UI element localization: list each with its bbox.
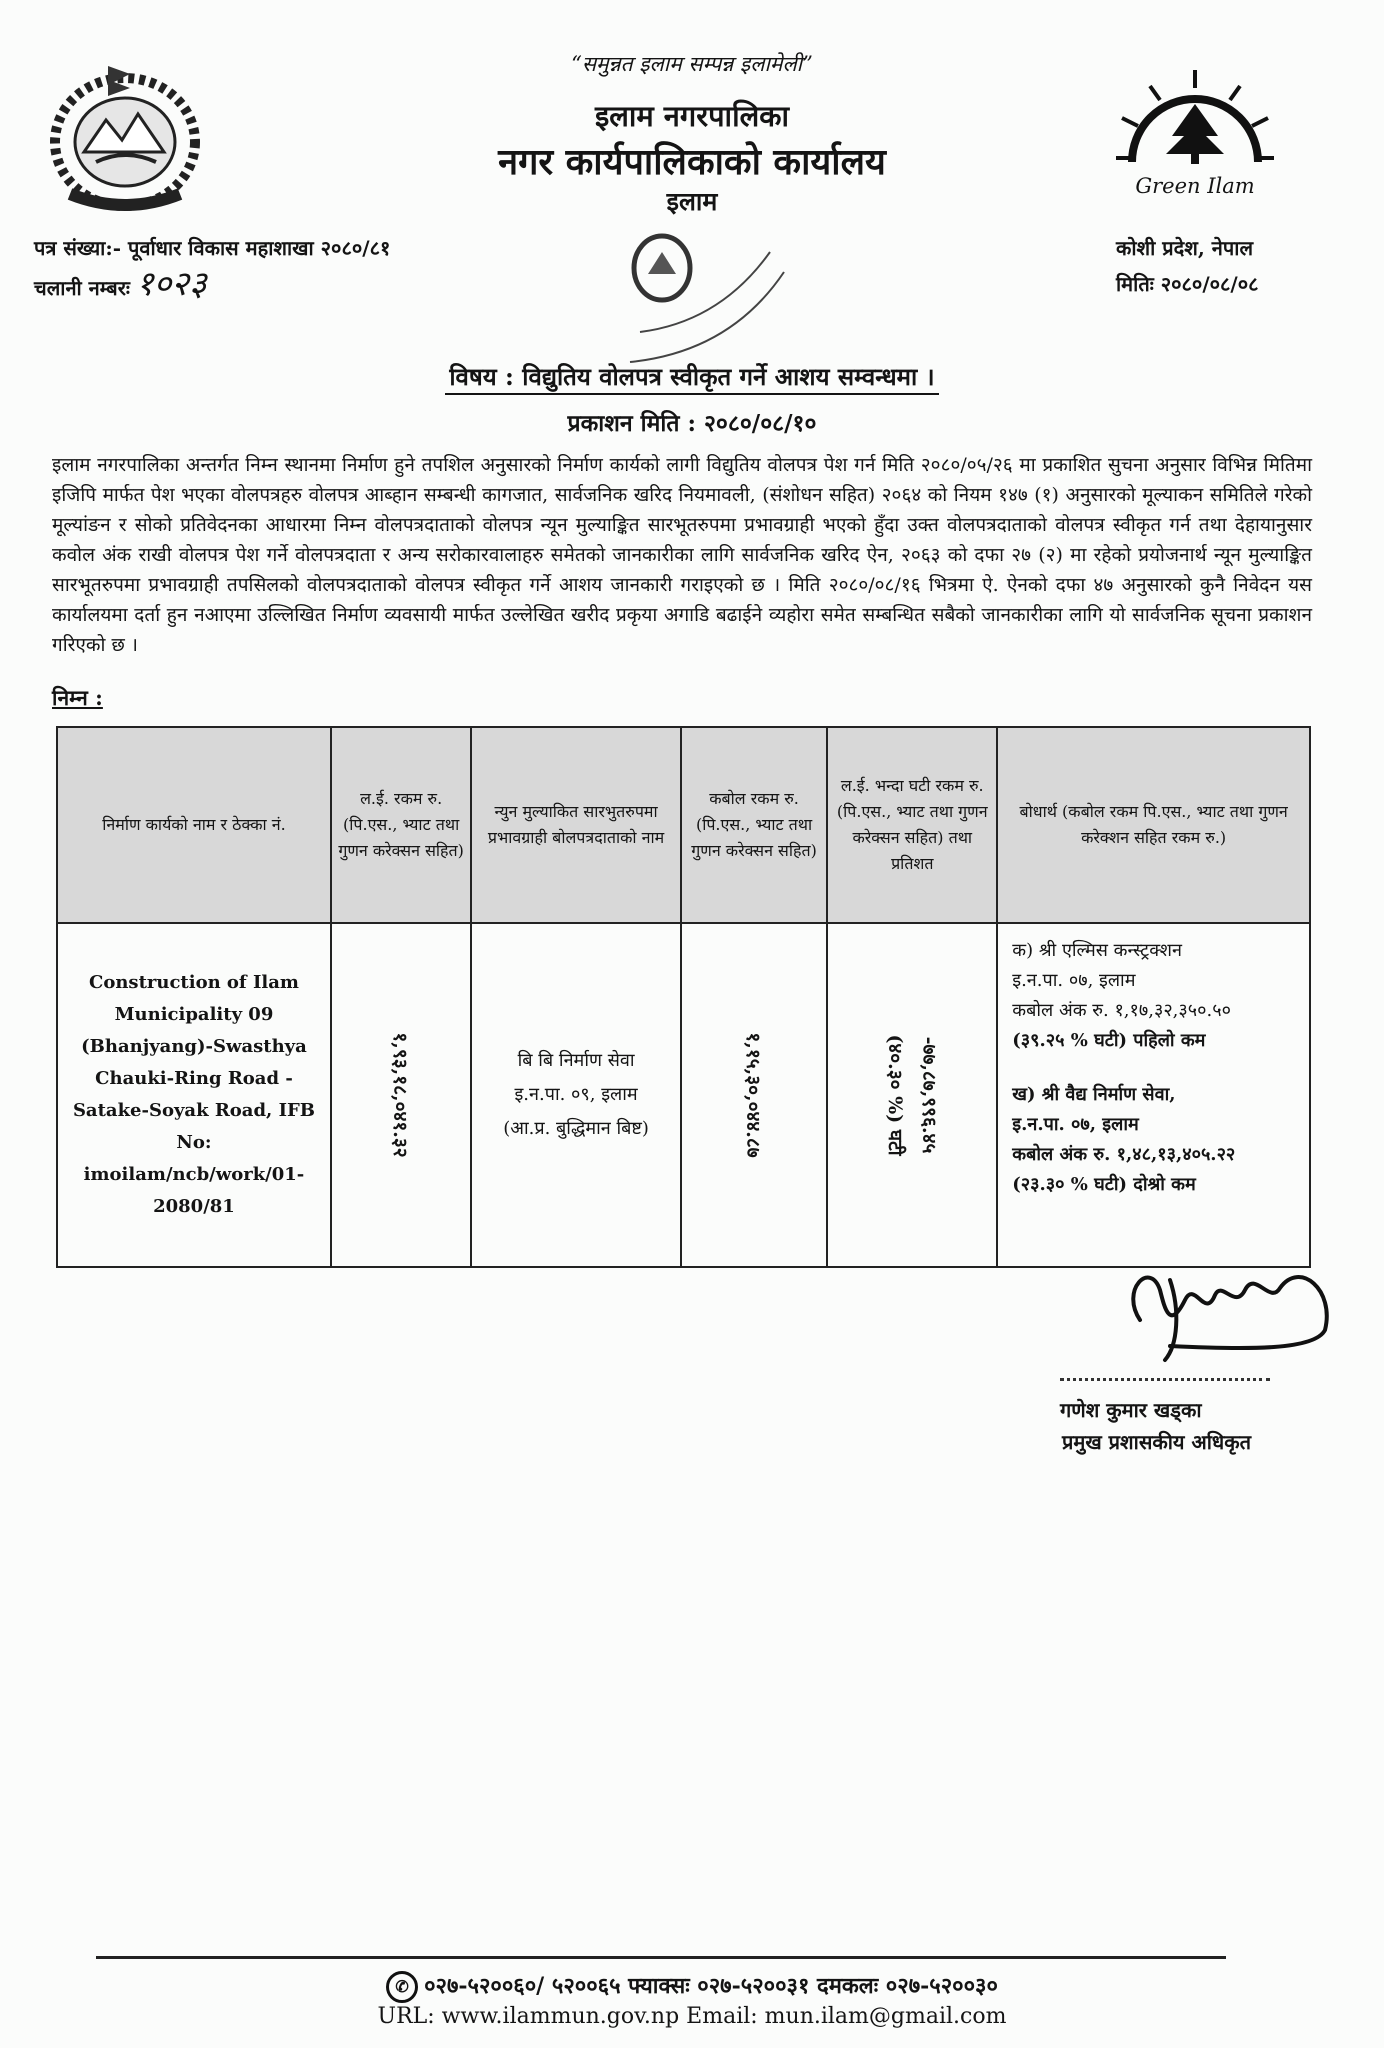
col-header-bid-amount: कबोल रकम रु. (पि.एस., भ्याट तथा गुणन करेक्सन सहित) xyxy=(681,727,827,923)
signatory-name: गणेश कुमार खड्का xyxy=(1060,1398,1202,1422)
signature xyxy=(1110,1250,1340,1370)
dispatch-label: चलानी नम्बरः xyxy=(34,276,130,300)
less-percent: (४०.३० %) घटी xyxy=(884,1034,907,1156)
col-header-bidder: न्युन मुल्याकित सारभुतरुपमा प्रभावग्राही बोलपत्रदाताको नाम xyxy=(471,727,681,923)
subject-line xyxy=(0,360,1384,393)
municipality-name: इलाम नगरपालिका xyxy=(594,99,790,133)
bid-amount-value: १,१५,३०,०४४.८७ xyxy=(742,1032,765,1158)
province: कोशी प्रदेश, नेपाल xyxy=(1116,236,1254,260)
col-header-remarks: बोधार्थ (कबोल रकम पि.एस., भ्याट तथा गुणन करेक्शन सहित रकम रु.) xyxy=(997,727,1310,923)
bidder-contact: (आ.प्र. बुद्धिमान बिष्ट) xyxy=(503,1118,649,1139)
footer-phones xyxy=(0,1970,1384,2003)
bidder-name: बि बि निर्माण सेवा xyxy=(517,1050,635,1071)
slogan: “समुन्नत इलाम सम्पन्न इलामेली” xyxy=(571,52,813,76)
bidder-address: इ.न.पा. ०९, इलाम xyxy=(514,1084,638,1105)
remarks-bidder-name: ख) श्री वैद्य निर्माण सेवा, xyxy=(1012,1084,1176,1105)
footer-divider xyxy=(96,1956,1226,1959)
work-name-cell: Construction of Ilam Municipality 09 (Bhanjyang)-Swasthya Chauki-Ring Road -Satake-Soyak Road, IFB No: imoilam/ncb/work/01-2080/81 xyxy=(57,923,331,1267)
signature-line xyxy=(1060,1378,1270,1381)
dispatch-number-row xyxy=(34,266,390,306)
letter-date: मितिः २०८०/०८/०८ xyxy=(1116,272,1259,296)
less-amount-value xyxy=(878,1034,946,1155)
col-header-less-amount: ल.ई. भन्दा घटी रकम रु. (पि.एस., भ्याट तथा गुणन करेक्सन सहित) तथा प्रतिशत xyxy=(827,727,997,923)
phone-numbers: ०२७-५२००६०/ ५२००६५ फ्याक्सः ०२७-५२००३१ दमकलः ०२७-५२००३० xyxy=(424,1973,998,1999)
estimate-value: १,९३,१८,०४१.३२ xyxy=(389,1032,412,1158)
remarks-cell xyxy=(997,923,1310,1267)
office-stamp xyxy=(600,212,790,382)
dispatch-number: १०२३ xyxy=(135,264,207,304)
letter-meta-right xyxy=(1116,230,1259,302)
remarks-rank: (२३.३० % घटी) दोश्रो कम xyxy=(1012,1174,1196,1195)
col-header-work: निर्माण कार्यको नाम र ठेक्का नं. xyxy=(57,727,331,923)
bidder-cell xyxy=(471,923,681,1267)
office-name: नगर कार्यपालिकाको कार्यालय xyxy=(498,141,886,183)
green-ilam-text: Green Ilam xyxy=(1135,174,1255,198)
subject-text: विषय : विद्युतिय वोलपत्र स्वीकृत गर्ने आशय सम्वन्धमा । xyxy=(445,362,938,395)
remarks-bidder-address: इ.न.पा. ०७, इलाम xyxy=(1012,1114,1139,1135)
table-header-row xyxy=(57,727,1310,923)
phone-icon: ✆ xyxy=(386,1971,418,2003)
publication-date: प्रकाशन मिति : २०८०/०८/१० xyxy=(567,410,817,437)
remarks-bidder-address: इ.न.पा. ०७, इलाम xyxy=(1012,970,1136,991)
bid-table xyxy=(56,726,1311,1268)
less-amount: -७७,८७,९९६.४५ xyxy=(918,1036,941,1154)
letter-number: पत्र संख्या:- पूर्वाधार विकास महाशाखा २०८०/८१ xyxy=(34,236,391,260)
col-header-estimate: ल.ई. रकम रु. (पि.एस., भ्याट तथा गुणन करेक्सन सहित) xyxy=(331,727,471,923)
letter-meta xyxy=(34,230,390,306)
table-row xyxy=(57,923,1310,1267)
bid-amount-cell xyxy=(681,923,827,1267)
signatory-post: प्रमुख प्रशासकीय अधिकृत xyxy=(1062,1430,1251,1454)
remarks-bid: कबोल अंक रु. १,४८,१३,४०५.२२ xyxy=(1012,1144,1236,1165)
estimate-cell xyxy=(331,923,471,1267)
city-name: इलाम xyxy=(666,187,718,216)
remarks-rank: (३९.२५ % घटी) पहिलो कम xyxy=(1012,1030,1206,1051)
notice-body: इलाम नगरपालिका अन्तर्गत निम्न स्थानमा निर्माण हुने तपशिल अनुसारको निर्माण कार्यको लागी विद्युतिय वोलपत्र पेश गर्न मिति २०८०/०५/२६ मा प्रकाशित सुचना अनुसार विभिन्न मितिमा इजिपि मार्फत पेश भएका वोलपत्रहरु वोलपत्र आब्हान सम्बन्धी कागजात, सार्वजनिक खरिद नियमावली, (संशोधन सहित) २०६४ को नियम १४७ (१) अनुसारको मूल्याकन समितिले गरेको मूल्यांङन र सोको प्रतिवेदनका आधारमा निम्न वोलपत्रदाताको वोलपत्र न्यून मुल्याङ्कित सारभूतरुपमा प्रभावग्राही भएको हुँदा उक्त वोलपत्रदाताको वोलपत्र स्वीकृत गर्न तथा देहायानुसार कवोल अंक राखी वोलपत्र पेश गर्ने वोलपत्रदाता र अन्य सरोकारवालाहरु समेतको जानकारीका लागि सार्वजनिक खरिद ऐन, २०६३ को दफा २७ (२) मा रहेको प्रयोजनार्थ न्यून मुल्याङ्कित सारभूतरुपमा प्रभावग्राही तपसिलको वोलपत्रदाताको वोलपत्र स्वीकृत गर्ने आशय जानकारी गराइएको छ । मिति २०८०/०८/१६ भित्रमा ऐ. ऐनको दफा ४७ अनुसारको कुनै निवेदन यस कार्यालयमा दर्ता हुन नआएमा उल्लिखित निर्माण व्यवसायी मार्फत उल्लेखित खरीद प्रकृया अगाडि बढाईने व्यहोरा समेत सम्बन्धित सबैको जानकारीका लागि यो सार्वजनिक सूचना प्रकाशन गरिएको छ । xyxy=(52,454,1312,656)
remarks-bid: कबोल अंक रु. १,१७,३२,३५०.५० xyxy=(1012,1000,1231,1021)
remarks-bidder-name: क) श्री एल्मिस कन्स्ट्रक्शन xyxy=(1012,940,1182,961)
remarks-entry xyxy=(1012,1080,1295,1200)
below-label: निम्न : xyxy=(52,685,103,710)
footer-url-email: URL: www.ilammun.gov.np Email: mun.ilam@gmail.com xyxy=(377,2004,1007,2029)
remarks-entry xyxy=(1012,936,1295,1056)
less-amount-cell xyxy=(827,923,997,1267)
